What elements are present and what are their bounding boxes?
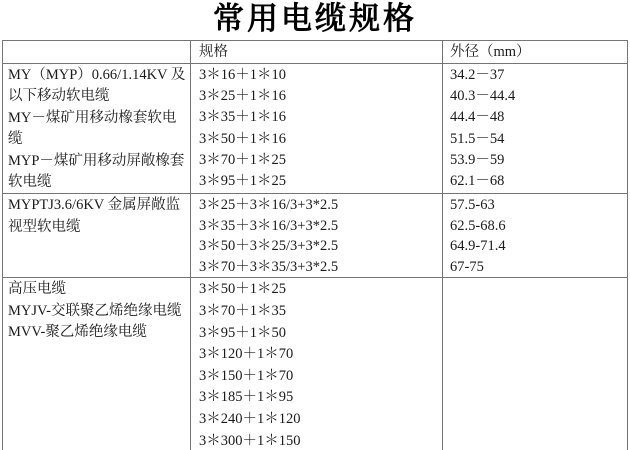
diameter-line: 64.9-71.4 (450, 238, 506, 255)
cable-spec-table (2, 40, 628, 450)
cable-name: 高压电缆 (8, 281, 66, 298)
spec-line: 3＊25＋3＊16/3+3*2.5 (199, 197, 339, 214)
page-title: 常用电缆规格 (213, 1, 417, 36)
spec-line: 3＊70＋3＊35/3+3*2.5 (199, 258, 339, 275)
diameter-line: 40.3－44.4 (450, 88, 516, 105)
header-name-cell (3, 41, 191, 64)
spec-line: 3＊16＋1＊10 (199, 67, 286, 83)
spec-line: 3＊95＋1＊25 (199, 173, 286, 190)
section-1-diameter-cell (443, 64, 628, 194)
spec-line: 3＊50＋1＊25 (199, 281, 286, 298)
spec-line: 3＊70＋1＊35 (199, 303, 286, 320)
spec-line: 3＊95＋1＊50 (199, 324, 286, 341)
section-2-spec-cell (191, 194, 443, 278)
section-2-name-cell (3, 194, 191, 278)
spec-line: 3＊185＋1＊95 (199, 389, 294, 406)
cable-name: MY（MYP）0.66/1.14KV 及以下移动软电缆 (8, 67, 186, 105)
diameter-line: 51.5－54 (450, 130, 505, 147)
header-diameter-label: 外径（mm） (450, 44, 531, 60)
diameter-line: 67-75 (450, 258, 484, 275)
spec-line: 3＊35＋1＊16 (199, 109, 286, 126)
table-header-row (3, 41, 628, 64)
diameter-line: 57.5-63 (450, 197, 495, 214)
section-3-diameter-cell (443, 278, 628, 450)
diameter-line: 34.2－37 (450, 67, 505, 83)
spec-line: 3＊120＋1＊70 (199, 346, 294, 363)
cable-name: MVV-聚乙烯绝缘电缆 (8, 324, 147, 341)
cable-name: MYP－煤矿用移动屏敞橡套软电缆 (8, 152, 185, 191)
diameter-line: 62.1－68 (450, 173, 505, 190)
section-3-spec-cell (191, 278, 443, 450)
spec-line: 3＊300＋1＊150 (199, 432, 301, 449)
header-diameter-cell (443, 41, 628, 64)
spec-line: 3＊50＋1＊16 (199, 130, 286, 147)
spec-line: 3＊70＋1＊25 (199, 151, 286, 168)
spec-line: 3＊240＋1＊120 (199, 411, 301, 427)
table-row-section-1 (3, 64, 628, 194)
section-1-spec-cell (191, 64, 443, 194)
spec-line: 3＊50＋3＊25/3+3*2.5 (199, 238, 339, 255)
diameter-line: 53.9－59 (450, 151, 505, 168)
table-row-section-3 (3, 278, 628, 450)
section-3-name-cell (3, 278, 191, 450)
spec-line: 3＊150＋1＊70 (199, 367, 294, 384)
diameter-line: 62.5-68.6 (450, 217, 506, 234)
cable-name: MY－煤矿用移动橡套软电缆 (8, 109, 177, 148)
table-row-section-2 (3, 194, 628, 278)
header-spec-label: 规格 (199, 44, 228, 60)
spec-line: 3＊35＋3＊16/3+3*2.5 (199, 217, 339, 234)
cable-name: MYPTJ3.6/6KV 金属屏敞监视型软电缆 (8, 197, 181, 235)
header-spec-cell (191, 41, 443, 64)
spec-line: 3＊25＋1＊16 (199, 88, 286, 105)
section-2-diameter-cell (443, 194, 628, 278)
cable-name: MYJV-交联聚乙烯绝缘电缆 (8, 302, 182, 319)
diameter-line: 44.4－48 (450, 109, 505, 126)
section-1-name-cell (3, 64, 191, 194)
